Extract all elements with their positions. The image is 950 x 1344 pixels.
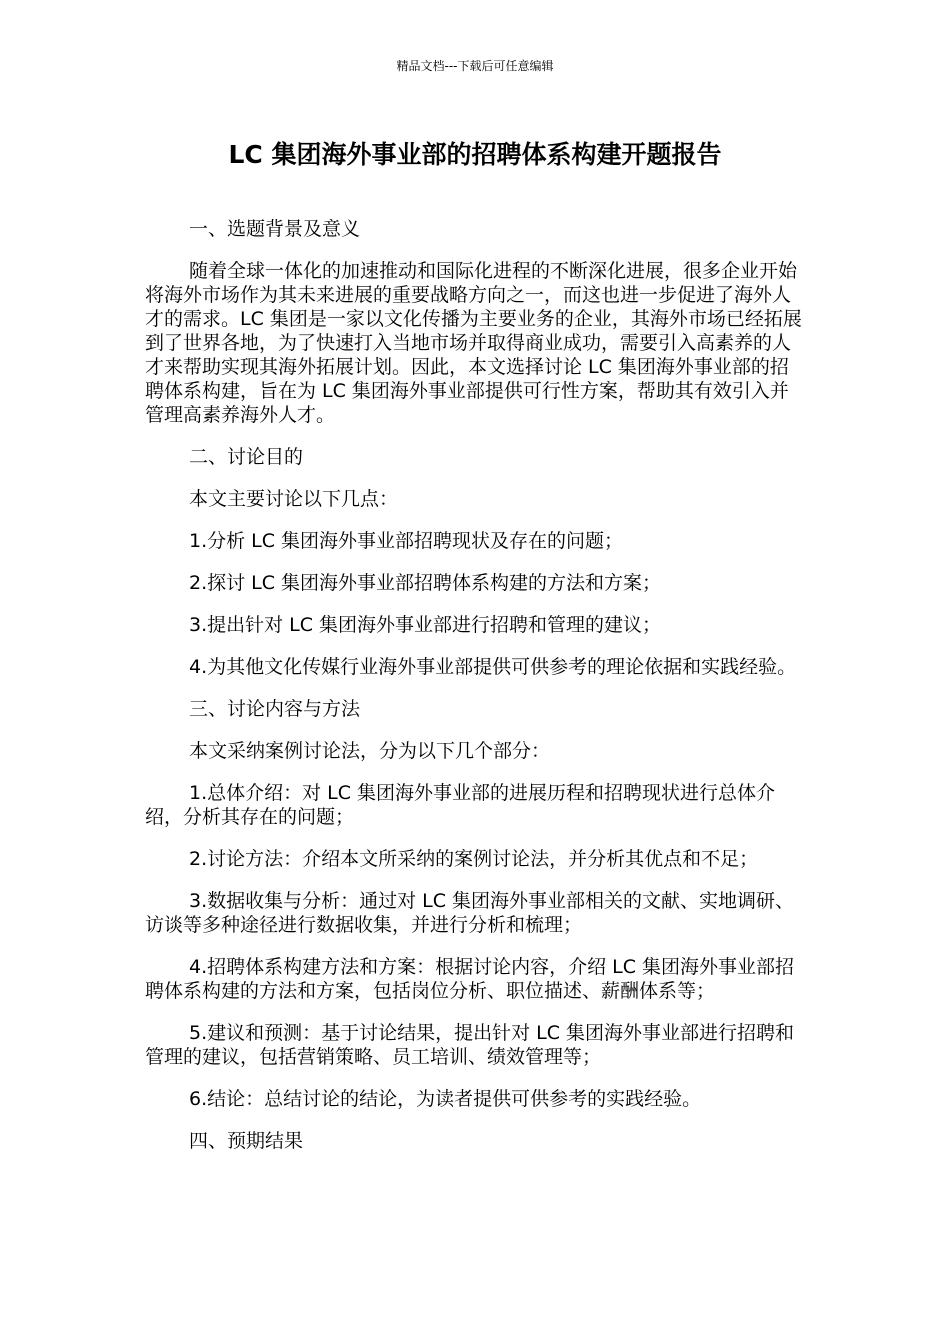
section-heading-background: 一、选题背景及意义 — [189, 218, 361, 240]
paragraph-background: 随着全球一体化的加速推动和国际化进程的不断深化进展，很多企业开始将海外市场作为其未来进展的重要战略方向之一，而这也进一步促进了海外人才的需求。LC 集团是一家以文化传播为主要业务的企业，其海外市场已经拓展到了世界各地，为了快速打入当地市场并取得商业成功，需要引入高素养的人才来帮助实现其海外拓展计划。因此，本文选择讨论 LC 集团海外事业部的招聘体系构建，旨在为 LC 集团海外事业部提供可行性方案，帮助其有效引入并管理高素养海外人才。 — [145, 260, 802, 426]
list-item-method-2: 2.讨论方法：介绍本文所采纳的案例讨论法，并分析其优点和不足； — [189, 848, 759, 870]
list-item-method-3: 3.数据收集与分析：通过对 LC 集团海外事业部相关的文献、实地调研、访谈等多种途径进行数据收集，并进行分析和梳理； — [145, 890, 795, 936]
list-item-method-6: 6.结论：总结讨论的结论，为读者提供可供参考的实践经验。 — [189, 1088, 702, 1110]
section-heading-expected-results: 四、预期结果 — [189, 1130, 304, 1152]
list-item-purpose-1: 1.分析 LC 集团海外事业部招聘现状及存在的问题； — [189, 530, 624, 552]
list-item-method-4: 4.招聘体系构建方法和方案：根据讨论内容，介绍 LC 集团海外事业部招聘体系构建的方法和方案，包括岗位分析、职位描述、薪酬体系等； — [145, 956, 795, 1002]
list-item-method-5: 5.建议和预测：基于讨论结果，提出针对 LC 集团海外事业部进行招聘和管理的建议，包括营销策略、员工培训、绩效管理等； — [145, 1022, 795, 1068]
list-item-purpose-2: 2.探讨 LC 集团海外事业部招聘体系构建的方法和方案； — [189, 572, 662, 594]
document-title: LC 集团海外事业部的招聘体系构建开题报告 — [228, 140, 722, 169]
paragraph-purpose-intro: 本文主要讨论以下几点： — [189, 488, 399, 510]
list-item-method-1: 1.总体介绍：对 LC 集团海外事业部的进展历程和招聘现状进行总体介绍，分析其存在的问题； — [145, 782, 776, 828]
document-body — [145, 217, 805, 1171]
section-heading-content-method: 三、讨论内容与方法 — [189, 698, 361, 720]
section-heading-purpose: 二、讨论目的 — [189, 446, 304, 468]
list-item-purpose-4: 4.为其他文化传媒行业海外事业部提供可供参考的理论依据和实践经验。 — [189, 656, 797, 678]
list-item-purpose-3: 3.提出针对 LC 集团海外事业部进行招聘和管理的建议； — [189, 614, 662, 636]
paragraph-method-intro: 本文采纳案例讨论法，分为以下几个部分： — [189, 740, 551, 762]
header-note: 精品文档---下载后可任意编辑 — [396, 59, 554, 73]
